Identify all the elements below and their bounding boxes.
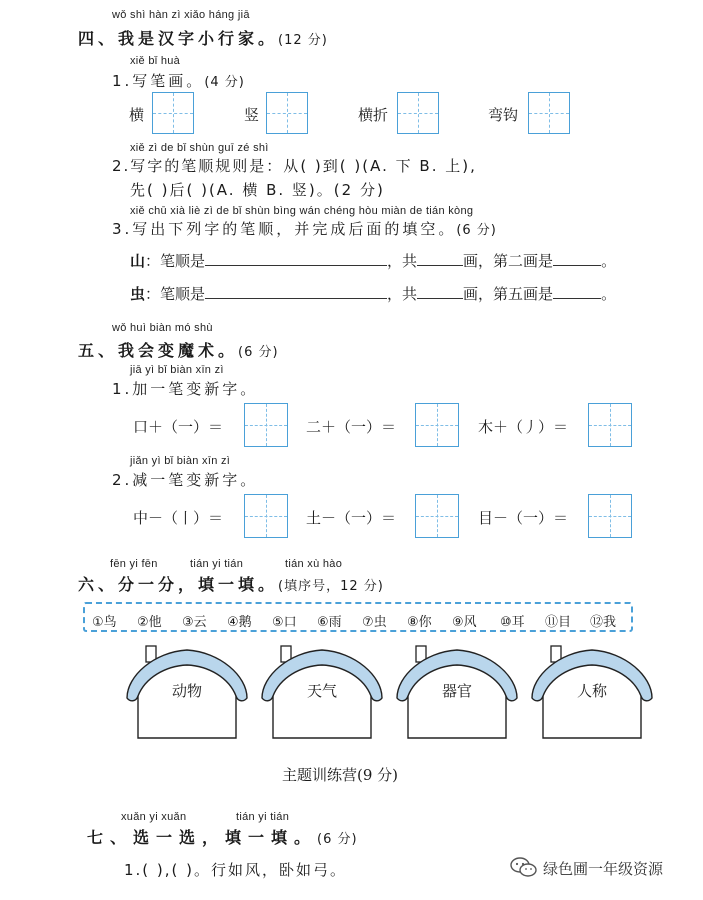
category-house-weather[interactable] [259,640,385,740]
q41-score: (4 分) [204,75,245,90]
theme-title: 主题训练营(9 分) [282,766,399,784]
section6-score: (填序号，12 分) [278,579,384,594]
blank-stroke-chong[interactable] [553,283,601,299]
wechat-icon [510,856,538,878]
section6-pinyin-3: tián xù hào [285,558,343,570]
option-item: ⑩耳 [500,615,525,630]
sub-item-2: 土－（一）＝ [306,509,397,527]
sub-item-3: 目－（一）＝ [478,509,569,527]
blank-count-shan[interactable] [417,250,463,266]
option-item: ⑤口 [272,615,297,630]
writing-box-hengzhe[interactable] [397,92,439,134]
option-item: ⑥雨 [317,615,342,630]
add-item-1: 口＋（一）＝ [133,418,224,436]
q51-label: 1.加一笔变新字。 [112,380,259,398]
section7-pinyin-2: tián yi tián [236,811,290,823]
house-label-pronouns: 人称 [576,682,607,700]
q52-label: 2.减一笔变新字。 [112,471,259,489]
blank-stroke-shan[interactable] [553,250,601,266]
blank-order-shan[interactable] [205,250,387,266]
stroke-label-2: 竖 [244,106,260,124]
q43-score: (6 分) [456,223,497,238]
answer-box-add-1[interactable] [244,403,288,447]
house-label-organs: 器官 [441,682,472,700]
writing-box-shu[interactable] [266,92,308,134]
q41-heading [112,70,245,91]
answer-box-add-3[interactable] [588,403,632,447]
answer-box-sub-1[interactable] [244,494,288,538]
category-house-animals[interactable] [124,640,250,740]
category-house-organs[interactable] [394,640,520,740]
section5-score: (6 分) [238,345,279,360]
house-label-animals: 动物 [171,682,202,700]
sub-item-1: 中－（丨）＝ [133,509,224,527]
q41-label: 1.写笔画。 [112,72,205,90]
options-box [83,602,633,632]
option-item: ⑨风 [452,615,477,630]
option-item: ③云 [182,615,207,630]
q52-pinyin: jiǎn yì bǐ biàn xīn zì [130,455,231,467]
option-item: ②他 [137,615,162,630]
char-shan: 山 [130,252,146,270]
option-item: ⑫我 [590,615,617,630]
option-item: ⑦虫 [362,615,387,630]
answer-box-sub-2[interactable] [415,494,459,538]
section6-heading [78,572,384,595]
stroke-label-3: 横折 [358,106,389,124]
section4-pinyin: wǒ shì hàn zì xiǎo háng jiā [112,9,250,21]
option-item: ④鹅 [227,615,252,630]
section5-heading [78,338,279,361]
char-chong: 虫 [130,285,146,303]
section5-pinyin: wǒ huì biàn mó shù [112,322,213,334]
stroke-order-row-shan: 山：笔顺是 ，共 画，第二画是 。 [130,252,617,270]
q51-pinyin: jiā yì bǐ biàn xīn zì [130,364,224,376]
blank-count-chong[interactable] [417,283,463,299]
answer-box-add-2[interactable] [415,403,459,447]
blank-order-chong[interactable] [205,283,387,299]
option-item: ①鸟 [92,615,117,630]
q42-line2: 先( )后( )(A. 横 B. 竖)。(2 分) [130,181,385,199]
option-item: ⑪目 [545,615,572,630]
watermark-text: 绿色圃一年级资源 [543,860,664,878]
stroke-label-4: 弯钩 [488,106,519,124]
section7-score: (6 分) [317,832,358,847]
q42-pinyin: xiě zì de bǐ shùn guī zé shì [130,142,269,154]
house-label-weather: 天气 [306,682,337,700]
q41-pinyin: xiě bǐ huà [130,55,181,67]
section6-pinyin-2: tián yi tián [190,558,244,570]
section7-title: 七、选一选，填一填。 [87,828,318,847]
q43-heading [112,218,497,239]
section5-title: 五、我会变魔术。 [78,341,239,360]
section4-heading [78,26,328,49]
q43-label: 3.写出下列字的笔顺，并完成后面的填空。 [112,220,457,238]
section7-pinyin-1: xuǎn yi xuǎn [121,811,187,823]
section4-score: (12 分) [278,33,328,48]
section6-title: 六、分一分，填一填。 [78,575,279,594]
q42-line1: 2.写字的笔顺规则是：从( )到( )(A. 下 B. 上), [112,157,477,175]
writing-box-heng[interactable] [152,92,194,134]
section4-title: 四、我是汉字小行家。 [78,29,279,48]
add-item-2: 二＋（一）＝ [306,418,397,436]
answer-box-sub-3[interactable] [588,494,632,538]
category-house-pronouns[interactable] [529,640,655,740]
stroke-order-row-chong: 虫：笔顺是 ，共 画，第五画是 。 [130,285,617,303]
q71-line: 1.( ),( )。行如风，卧如弓。 [124,861,348,879]
writing-box-wangou[interactable] [528,92,570,134]
q43-pinyin: xiě chū xià liè zì de bǐ shùn bìng wán chéng hòu miàn de tián kòng [130,205,474,217]
option-item: ⑧你 [407,615,432,630]
stroke-label-1: 横 [129,106,145,124]
section7-heading [87,825,358,848]
add-item-3: 木＋（丿）＝ [478,418,569,436]
section6-pinyin-1: fēn yi fēn [110,558,158,570]
